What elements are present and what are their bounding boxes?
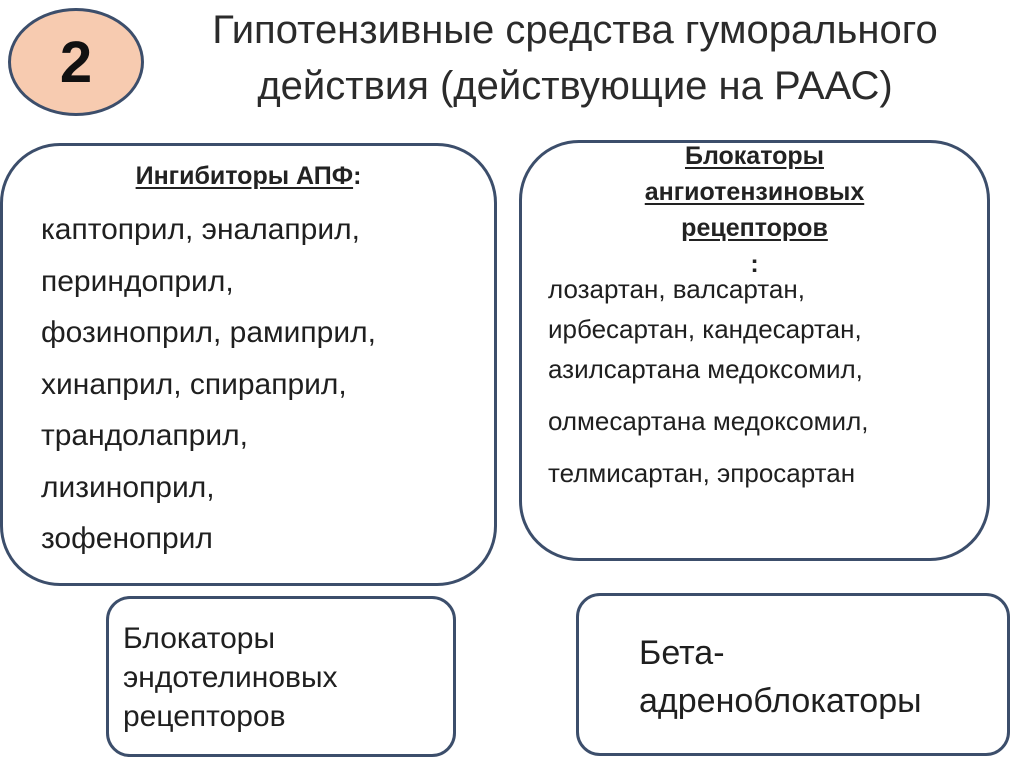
ace-inhibitors-list — [41, 204, 376, 565]
beta-line: адреноблокаторы — [639, 682, 922, 720]
ace-inhibitors-line: фозиноприл, рамиприл, — [41, 316, 376, 349]
endothelin-line: Блокаторы — [123, 622, 276, 655]
beta-blockers-text — [639, 629, 922, 725]
ace-inhibitors-line: трандолаприл, — [41, 419, 248, 452]
ace-inhibitors-box — [0, 143, 497, 586]
ace-inhibitors-heading-text: Ингибиторы АПФ — [135, 162, 354, 190]
endothelin-blockers-box — [106, 596, 456, 757]
section-number: 2 — [59, 29, 93, 95]
arb-line: лозартан, валсартан, — [548, 274, 805, 304]
section-number-badge — [8, 8, 144, 116]
endothelin-blockers-text — [123, 619, 338, 736]
beta-line: Бета- — [639, 634, 725, 672]
arb-box — [519, 140, 990, 561]
ace-inhibitors-line: лизиноприл, — [41, 470, 215, 504]
ace-inhibitors-line: зофеноприл — [41, 522, 213, 555]
slide-title — [140, 2, 1010, 114]
arb-line: телмисартан, эпросартан — [548, 458, 856, 488]
beta-blockers-box — [576, 593, 1010, 756]
arb-line: ирбесартан, кандесартан, — [548, 314, 862, 344]
arb-heading-colon: : — [750, 250, 759, 278]
arb-heading — [522, 138, 987, 282]
ace-inhibitors-heading-colon: : — [353, 162, 362, 190]
arb-list — [548, 269, 868, 493]
slide-title-line-1: Гипотензивные средства гуморального — [212, 8, 938, 52]
arb-heading-line-3: рецепторов — [681, 214, 828, 242]
ace-inhibitors-line: периндоприл, — [41, 264, 234, 298]
arb-line: олмесартана медоксомил, — [548, 406, 869, 436]
ace-inhibitors-heading — [3, 156, 494, 196]
endothelin-line: рецепторов — [123, 700, 286, 733]
ace-inhibitors-line: хинаприл, спираприл, — [41, 367, 347, 401]
arb-heading-line-1: Блокаторы — [684, 142, 824, 170]
slide-title-line-2: действия (действующие на РААС) — [257, 64, 893, 108]
arb-heading-line-2: ангиотензиновых — [644, 178, 865, 206]
ace-inhibitors-line: каптоприл, эналаприл, — [41, 213, 360, 246]
endothelin-line: эндотелиновых — [123, 661, 338, 694]
arb-line: азилсартана медоксомил, — [548, 354, 863, 384]
